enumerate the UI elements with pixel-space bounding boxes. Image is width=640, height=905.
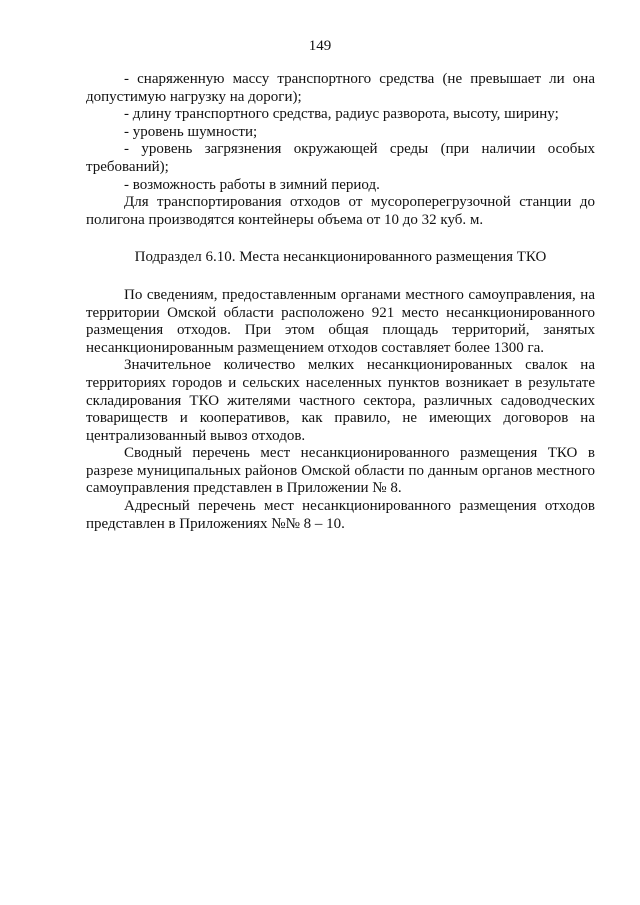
transport-paragraph: Для транспортирования отходов от мусороперегрузочной станции до полигона производятся контейнеры объема от 10 до 32 куб. м. [86,194,595,228]
list-item-vehicle-dimensions: - длину транспортного средства, радиус разворота, высоту, ширину; [124,106,559,123]
page-content [86,71,595,533]
page-number: 149 [308,38,332,54]
paragraph-summary-list: Сводный перечень мест несанкционированного размещения ТКО в разрезе муниципальных районов Омской области по данным органов местного самоуправления представлен в Приложении № 8. [86,445,595,497]
paragraph-dump-count: По сведениям, предоставленным органами местного самоуправления, на территории Омской области расположено 921 место несанкционированного размещения отходов. При этом общая площадь территорий, занятых несанкционированным размещением отходов составляет более 1300 га. [86,286,595,356]
list-item-noise-level: - уровень шумности; [124,123,258,140]
subsection-title: Подраздел 6.10. Места несанкционированного размещения ТКО [134,249,547,266]
list-item-pollution-level: - уровень загрязнения окружающей среды (при наличии особых требований); [86,141,595,175]
list-item-vehicle-mass: - снаряженную массу транспортного средства (не превышает ли она допустимую нагрузку на дороги); [86,71,595,105]
list-item-winter-operation: - возможность работы в зимний период. [124,176,380,193]
paragraph-address-list: Адресный перечень мест несанкционированного размещения отходов представлен в Приложениях №№ 8 – 10. [86,498,595,532]
paragraph-small-dumps: Значительное количество мелких несанкционированных свалок на территориях городов и сельских населенных пунктов возникает в результате складирования ТКО жителями частного сектора, различных садоводческих товариществ и кооперативов, как правило, не имеющих договоров на централизованный вывоз отходов. [86,357,595,444]
